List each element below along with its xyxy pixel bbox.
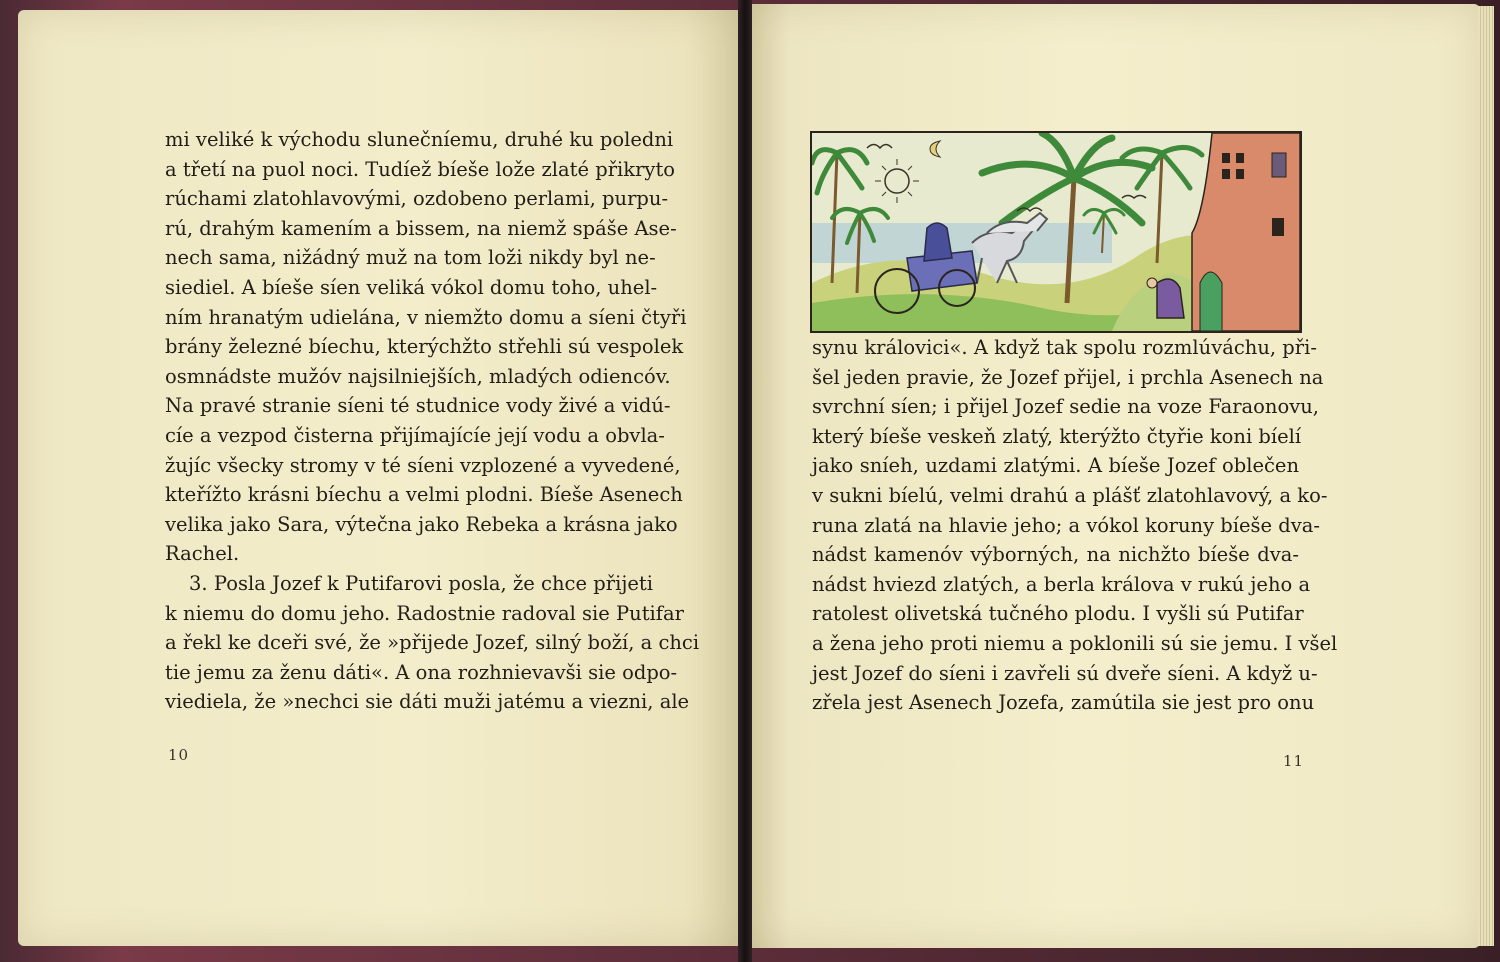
text-line: synu královici«. A když tak spolu rozmlúváchu, při-	[812, 336, 1317, 359]
text-line: zřela jest Asenech Jozefa, zamútila sie jest pro onu	[812, 691, 1315, 715]
text-line: jest Jozef do síeni i zavřeli sú dveře síeni. A když u-	[812, 661, 1318, 685]
text-line: nádst hviezd zlatých, a berla králova v rukú jeho a	[812, 572, 1311, 596]
text-line: cíe a vezpod čisterna přijímajícíe její vodu a obvla-	[165, 423, 665, 447]
text-line: Rachel.	[165, 542, 240, 566]
text-line: tie jemu za ženu dáti«. A ona rozhnievavši sie odpo-	[165, 660, 678, 684]
palace-building-icon	[1192, 133, 1300, 331]
text-line: ratolest olivetská tučného plodu. I vyšli sú Putifar	[812, 602, 1304, 626]
text-line: žujíc všecky stromy v té síeni vzplozené a vyvedené,	[165, 453, 681, 477]
text-line: a třetí na puol noci. Tudíež bíeše lože zlaté přikryto	[165, 157, 676, 181]
text-line: v sukni bíelú, velmi drahú a plášť zlatohlavový, a ko-	[812, 483, 1328, 507]
text-line: rúchami zlatohlavovými, ozdobeno perlami, purpu-	[165, 187, 669, 211]
joseph-chariot-illustration	[810, 131, 1302, 333]
text-line: mi veliké k východu slunečníemu, druhé ku poledni	[165, 128, 674, 151]
text-line: a žena jeho proti niemu a poklonili sú sie jemu. I všel	[812, 631, 1338, 655]
text-line: jako sníeh, uzdami zlatými. A bíeše Jozef oblečen	[812, 454, 1299, 478]
text-line: šel jeden pravie, že Jozef přijel, i prchla Asenech na	[812, 365, 1324, 389]
text-line: nech sama, nižádný muž na tom loži nikdy byl ne-	[165, 246, 656, 270]
text-line: svrchní síen; i přijel Jozef sedie na voze Faraonovu,	[812, 395, 1319, 419]
text-line: který bíeše veskeň zlatý, kterýžto čtyřie koni bíelí	[812, 424, 1302, 448]
text-line: 3. Posla Jozef k Putifarovi posla, že chce přijeti	[189, 571, 653, 595]
text-line: siediel. A bíeše síen veliká vókol domu toho, uhel-	[165, 275, 658, 299]
text-line: osmnádste mužóv najsilniejších, mladých odiencóv.	[165, 364, 671, 388]
text-line: ním hranatým udielána, v niemžto domu a síeni čtyři	[165, 305, 687, 329]
illustration-svg	[812, 133, 1300, 331]
text-line: brány železné bíechu, kterýchžto střehli sú vespolek	[165, 335, 684, 359]
text-line: nádst kamenóv výborných, na nichžto bíeše dva-	[812, 543, 1299, 567]
left-page-text	[165, 125, 700, 717]
text-line: rú, drahým kamením a bissem, na niemž spáše Ase-	[165, 216, 677, 240]
right-page-text	[812, 333, 1338, 718]
text-line: a řekl ke dceři své, že »přijede Jozef, silný boží, a chci	[165, 631, 700, 655]
page-number-right: 11	[1283, 752, 1305, 770]
text-line: k niemu do domu jeho. Radostnie radoval sie Putifar	[165, 601, 684, 625]
book-gutter	[738, 0, 752, 962]
text-line: runa zlatá na hlavie jeho; a vókol koruny bíeše dva-	[812, 513, 1321, 537]
text-line: Na pravé stranie síeni té studnice vody živé a vidú-	[165, 394, 671, 418]
page-number-left: 10	[168, 746, 190, 764]
text-line: kteřížto krásni bíechu a velmi plodni. Bíeše Asenech	[165, 483, 683, 507]
page-edges	[1478, 6, 1494, 946]
text-line: velika jako Sara, výtečna jako Rebeka a krásna jako	[165, 512, 678, 536]
text-line: viediela, že »nechci sie dáti muži jatému a viezni, ale	[165, 690, 690, 714]
